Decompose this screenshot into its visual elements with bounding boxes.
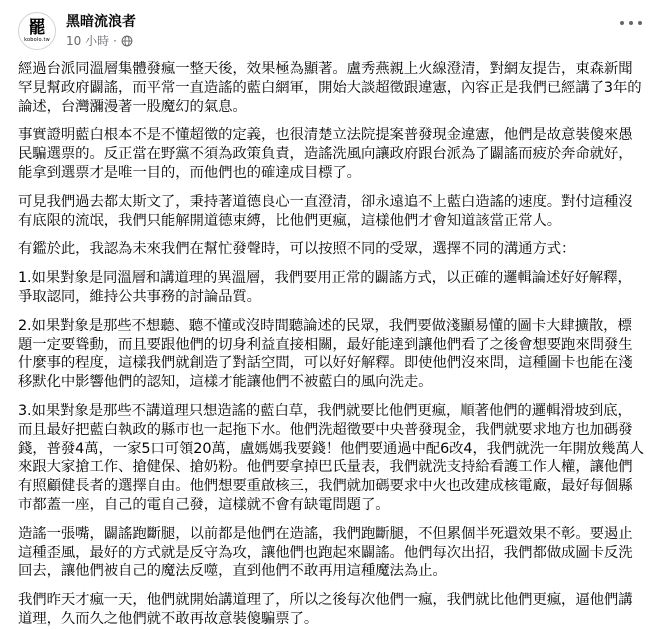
timestamp-row <box>66 33 136 49</box>
post-paragraph: 3.如果對象是那些不講道理只想造謠的藍白草，我們就要比他們更瘋，順著他們的邏輯滑坡到底，而且最好把藍白執政的縣市也一起拖下水。他們洗超徵要中央普發現金，我們就要求地方也加碼發錢，普發4萬，一家5口可領20萬，盧媽媽我要錢！他們要通過中配6改4，我們就洗一年開放幾萬人來跟大家搶工作、搶健保、搶奶粉。他們要拿掉巴氏量表，我們就洗支持給看護工作人權，讓他們有照顧健長者的選擇自由。他們想要重啟核三，我們就加碼要求中火也改建成核電廠，最好每個縣市都蓋一座，自己的電自己發，這樣就不會有缺電問題了。 <box>18 402 644 513</box>
post-paragraph: 事實證明藍白根本不是不懂超徵的定義，也很清楚立法院提案普發現金違憲，他們是故意裝傻來愚民騙選票的。反正當在野黨不須為政策負責，造謠洗風向讓政府跟台派為了闢謠而疲於奔命就好，能拿到選票才是唯一目的，而他們也的確達成目標了。 <box>18 127 633 181</box>
post-time[interactable]: 10 小時 <box>66 34 110 48</box>
post-body <box>18 60 644 629</box>
post-meta <box>66 13 136 49</box>
post-paragraph: 2.如果對象是那些不想聽、聽不懂或沒時間聽論述的民眾，我們要做淺顯易懂的圖卡大肆擴散，標題一定要聳動，而且要跟他們的切身利益直接相關，最好能達到讓他們看了之後會想要跑來問發生什麼事的程度，這樣我們就創造了對話空間，可以好好解釋。即使他們沒來問，這種圖卡也能在淺移默化中影響他們的認知，這樣才能讓他們不被藍白的風向洗走。 <box>18 317 633 391</box>
post-paragraph: 1.如果對象是同溫層和講道理的異溫層，我們要用正常的闢謠方式，以正確的邏輯論述好好解釋，爭取認同，維持公共事務的討論品質。 <box>18 270 632 305</box>
post-paragraph: 有鑑於此，我認為未來我們在幫忙發聲時，可以按照不同的受眾，選擇不同的溝通方式： <box>18 241 576 258</box>
more-options-icon[interactable] <box>620 18 642 28</box>
more-dot <box>638 21 642 25</box>
post-paragraph: 我們昨天才瘋一天，他們就開始講道理了，所以之後每次他們一瘋，我們就比他們更瘋，逼他們講道理，久而久之他們就不敢再故意裝傻騙票了。 <box>18 592 633 627</box>
separator-dot: · <box>113 34 117 48</box>
post-paragraph: 造謠一張嘴，闢謠跑斷腿，以前都是他們在造謠，我們跑斷腿，不但累個半死還效果不彰。要遏止這種歪風，最好的方式就是反守為攻，讓他們也跑起來闢謠。他們每次出招，我們都做成圖卡反洗回去，讓他們被自己的魔法反噬，直到他們不敢再用這種魔法為止。 <box>18 525 633 580</box>
post-paragraph: 經過台派同溫層集體發瘋一整天後，效果極為顯著。盧秀燕親上火線澄清，對網友提告，東森新聞罕見幫政府闢謠，而平常一直造謠的藍白網軍，開始大談超徵跟違憲，內容正是我們已經講了3年的論述，台灣瀰漫著一股魔幻的氣息。 <box>18 61 642 115</box>
author-name[interactable]: 黑暗流浪者 <box>66 14 136 30</box>
avatar[interactable] <box>18 12 56 50</box>
post-paragraph: 可見我們過去都太斯文了，秉持著道德良心一直澄清，卻永遠追不上藍白造謠的速度。對付這種沒有底限的流氓，我們只能解開道德束縛，比他們更瘋，這樣他們才會知道該當正常人。 <box>18 193 633 229</box>
more-dot <box>629 21 633 25</box>
globe-icon <box>121 35 133 47</box>
more-dot <box>620 21 624 25</box>
post-header <box>18 8 644 54</box>
avatar-logo-subtext: kobolo.tw <box>24 36 50 43</box>
avatar-logo-text: 罷 <box>28 17 46 38</box>
